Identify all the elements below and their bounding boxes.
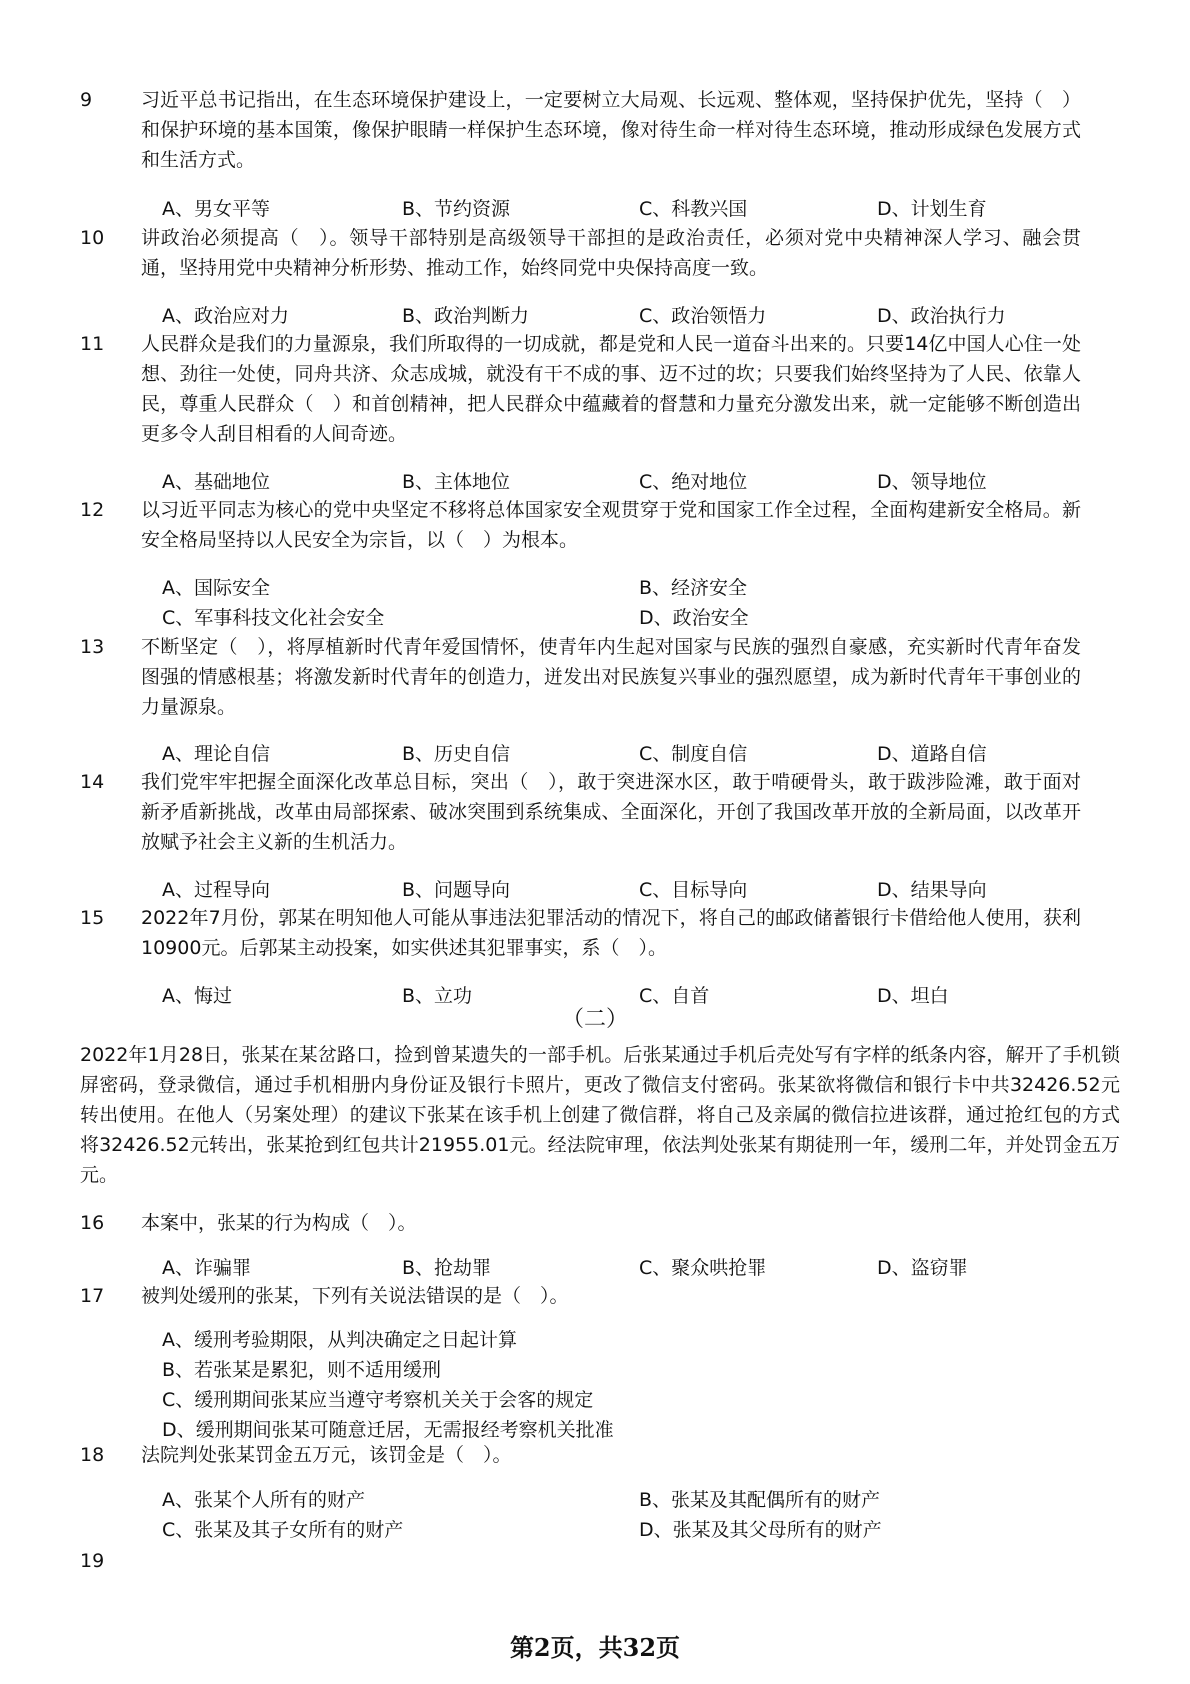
options-13 [162,739,1122,769]
options-10 [162,301,1122,331]
question-number: 9 [80,89,93,111]
option-c[interactable]: C、制度自信 [639,743,748,765]
option-c[interactable]: C、聚众哄抢罪 [639,1257,767,1279]
option-d[interactable]: D、结果导向 [877,879,987,901]
option-b[interactable]: B、政治判断力 [402,305,530,327]
option-b[interactable]: B、若张某是累犯，则不适用缓刑 [162,1359,442,1381]
option-a[interactable]: A、悔过 [162,985,232,1007]
option-b[interactable]: B、立功 [402,985,473,1007]
option-d[interactable]: D、政治安全 [639,607,749,629]
option-b[interactable]: B、历史自信 [402,743,511,765]
question-stem: 2022年7月份，郭某在明知他人可能从事违法犯罪活动的情况下，将自己的邮政储蓄银行卡借给他人使用，获利10900元。后郭某主动投案，如实供述其犯罪事实，系（ ）。 [141,907,1081,959]
option-d[interactable]: D、张某及其父母所有的财产 [639,1519,882,1541]
question-stem: 讲政治必须提高（ ）。领导干部特别是高级领导干部担的是政治责任，必须对党中央精神深人学习、融会贯通，坚持用党中央精神分析形势、推动工作，始终同党中央保持高度一致。 [141,227,1081,279]
option-d[interactable]: D、道路自信 [877,743,987,765]
question-number: 13 [80,636,105,658]
option-b[interactable]: B、张某及其配偶所有的财产 [639,1489,881,1511]
options-16 [162,1253,1122,1283]
options-9 [162,194,1122,224]
options-12 [162,573,1122,633]
option-a[interactable]: A、理论自信 [162,743,270,765]
question-stem: 被判处缓刑的张某，下列有关说法错误的是（ ）。 [141,1285,569,1307]
section-title: （二） [561,1007,628,1032]
options-11 [162,467,1122,497]
question-number: 18 [80,1444,105,1466]
option-c[interactable]: C、自首 [639,985,710,1007]
option-a[interactable]: A、国际安全 [162,577,270,599]
options-17 [162,1325,1122,1445]
option-a[interactable]: A、诈骗罪 [162,1257,251,1279]
option-c[interactable]: C、缓刑期间张某应当遵守考察机关关于会客的规定 [162,1389,594,1411]
option-b[interactable]: B、节约资源 [402,198,511,220]
question-number: 16 [80,1212,105,1234]
page-footer: 第2页，共32页 [509,1633,681,1662]
option-c[interactable]: C、张某及其子女所有的财产 [162,1519,404,1541]
option-b[interactable]: B、经济安全 [639,577,748,599]
question-stem: 法院判处张某罚金五万元，该罚金是（ ）。 [141,1444,512,1466]
question-number: 15 [80,907,105,929]
option-c[interactable]: C、绝对地位 [639,471,748,493]
case-text: 2022年1月28日，张某在某岔路口，捡到曾某遗失的一部手机。后张某通过手机后壳处写有字样的纸条内容，解开了手机锁屏密码，登录微信，通过手机相册内身份证及银行卡照片，更改了微信支付密码。张某欲将微信和银行卡中共32426.52元转出使用。在他人（另案处理）的建议下张某在该手机上创建了微信群，将自己及亲属的微信拉进该群，通过抢红包的方式将32426.52元转出，张某抢到红包共计21955.01元。经法院审理，依法判处张某有期徒刑一年，缓刑二年，并处罚金五万元。 [80,1044,1120,1186]
question-number: 12 [80,499,105,521]
question-stem: 习近平总书记指出，在生态环境保护建设上，一定要树立大局观、长远观、整体观，坚持保护优先，坚持（ ）和保护环境的基本国策，像保护眼睛一样保护生态环境，像对待生命一样对待生态环境，推动形成绿色发展方式和生活方式。 [141,89,1081,171]
option-d[interactable]: D、缓刑期间张某可随意迁居，无需报经考察机关批准 [162,1419,614,1441]
option-a[interactable]: A、张某个人所有的财产 [162,1489,365,1511]
option-a[interactable]: A、基础地位 [162,471,270,493]
question-stem: 本案中，张某的行为构成（ ）。 [141,1212,417,1234]
question-stem: 不断坚定（ ），将厚植新时代青年爱国情怀，使青年内生起对国家与民族的强烈自豪感，充实新时代青年奋发图强的情感根基；将激发新时代青年的创造力，迸发出对民族复兴事业的强烈愿望，成为新时代青年干事创业的力量源泉。 [141,636,1081,718]
option-a[interactable]: A、政治应对力 [162,305,289,327]
option-a[interactable]: A、缓刑考验期限，从判决确定之日起计算 [162,1329,517,1351]
question-number: 19 [80,1550,105,1572]
option-c[interactable]: C、政治领悟力 [639,305,767,327]
option-a[interactable]: A、过程导向 [162,879,270,901]
option-c[interactable]: C、科教兴国 [639,198,748,220]
option-d[interactable]: D、政治执行力 [877,305,1006,327]
question-number: 11 [80,333,105,355]
option-c[interactable]: C、目标导向 [639,879,748,901]
question-number: 10 [80,227,105,249]
option-d[interactable]: D、坦白 [877,985,949,1007]
options-18 [162,1485,1122,1545]
question-number: 17 [80,1285,105,1307]
question-stem: 以习近平同志为核心的党中央坚定不移将总体国家安全观贯穿于党和国家工作全过程，全面构建新安全格局。新安全格局坚持以人民安全为宗旨，以（ ）为根本。 [141,499,1081,551]
option-b[interactable]: B、问题导向 [402,879,511,901]
question-stem: 人民群众是我们的力量源泉，我们所取得的一切成就，都是党和人民一道奋斗出来的。只要14亿中国人心住一处想、劲往一处使，同舟共济、众志成城，就没有干不成的事、迈不过的坎；只要我们始终坚持为了人民、依靠人民，尊重人民群众（ ）和首创精神，把人民群众中蕴藏着的督慧和力量充分激发出来，就一定能够不断创造出更多令人刮目相看的人间奇迹。 [141,333,1081,445]
options-14 [162,875,1122,905]
question-stem: 我们党牢牢把握全面深化改革总目标，突出（ ），敢于突进深水区，敢于啃硬骨头，敢于跋涉险滩，敢于面对新矛盾新挑战，改革由局部探索、破冰突围到系统集成、全面深化，开创了我国改革开放的全新局面，以改革开放赋予社会主义新的生机活力。 [141,771,1081,853]
option-a[interactable]: A、男女平等 [162,198,270,220]
question-number: 14 [80,771,105,793]
option-d[interactable]: D、盗窃罪 [877,1257,968,1279]
option-b[interactable]: B、抢劫罪 [402,1257,492,1279]
option-d[interactable]: D、领导地位 [877,471,987,493]
option-d[interactable]: D、计划生育 [877,198,987,220]
option-c[interactable]: C、军事科技文化社会安全 [162,607,385,629]
option-b[interactable]: B、主体地位 [402,471,511,493]
